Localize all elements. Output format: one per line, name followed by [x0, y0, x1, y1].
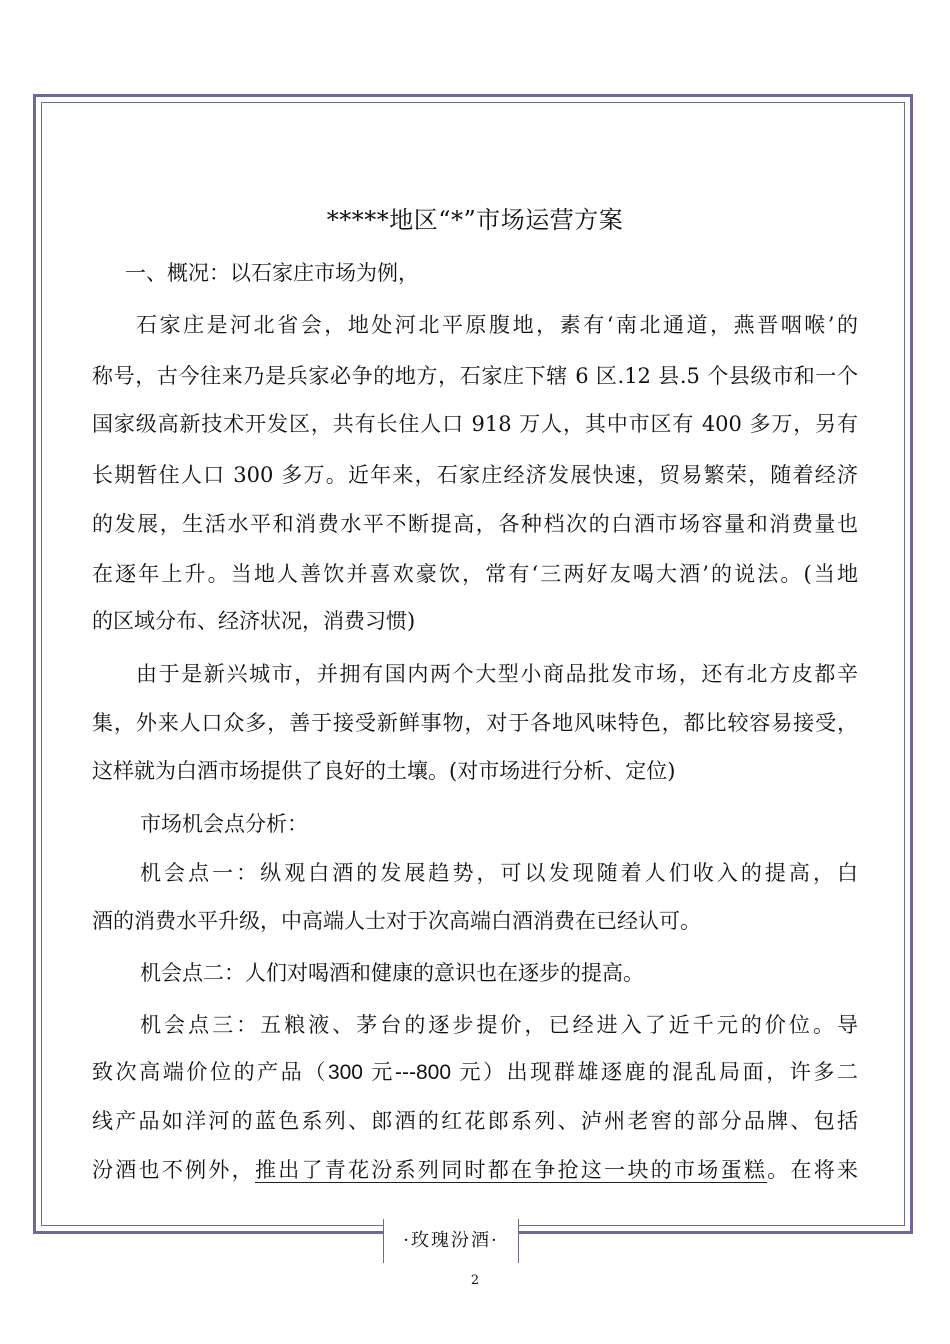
paragraph-line: 的区域分布、经济状况，消费习惯) [92, 609, 416, 633]
underlined-text: 推出了青花汾系列同时都在争抢这一块的市场蛋糕 [254, 1158, 768, 1182]
price-range: 300 元---800 元 [327, 1061, 484, 1084]
section-heading-overview: 一、概况：以石家庄市场为例， [125, 261, 419, 285]
subheading-market-opportunities: 市场机会点分析： [140, 812, 308, 836]
paragraph-line [92, 1155, 858, 1185]
paragraph-line: 的发展，生活水平和消费水平不断提高，各种档次的白酒市场容量和消费量也 [92, 512, 858, 536]
document-title: *****地区“*”市场运营方案 [326, 206, 624, 234]
paragraph-line: 由于是新兴城市，并拥有国内两个大型小商品批发市场，还有北方皮都辛 [136, 662, 858, 686]
paragraph-line: 机会点一：纵观白酒的发展趋势，可以发现随着人们收入的提高，白 [140, 861, 858, 885]
text-run: 汾酒也不例外， [92, 1158, 255, 1182]
paragraph-line: 石家庄是河北省会，地处河北平原腹地，素有‘南北通道，燕晋咽喉’的 [136, 313, 858, 337]
paragraph-line: 称号，古今往来乃是兵家必争的地方，石家庄下辖 6 区.12 县.5 个县级市和一个 [92, 364, 858, 388]
paragraph-line: 在逐年上升。当地人善饮并喜欢豪饮，常有‘三两好友喝大酒’的说法。(当地 [92, 562, 858, 586]
paragraph-line: 这样就为白酒市场提供了良好的土壤。(对市场进行分析、定位) [92, 759, 676, 783]
text-run: ）出现群雄逐鹿的混乱局面，许多二 [483, 1060, 858, 1084]
paragraph-line [92, 1057, 858, 1088]
text-run: 致次高端价位的产品（ [92, 1060, 328, 1084]
paragraph-line: 集，外来人口众多，善于接受新鲜事物，对于各地风味特色，都比较容易接受， [92, 711, 858, 735]
page-number: 2 [470, 1273, 480, 1288]
paragraph-line: 线产品如洋河的蓝色系列、郎酒的红花郎系列、泸州老窖的部分品牌、包括 [92, 1109, 858, 1133]
paragraph-line: 酒的消费水平升级，中高端人士对于次高端白酒消费在已经认可。 [92, 909, 701, 933]
footer-brand: ·玫瑰汾酒· [383, 1219, 519, 1263]
paragraph-line: 机会点三：五粮液、茅台的逐步提价，已经进入了近千元的价位。导 [140, 1013, 858, 1037]
paragraph-line: 机会点二：人们对喝酒和健康的意识也在逐步的提高。 [140, 961, 644, 985]
text-run: 。在将来 [767, 1158, 858, 1182]
paragraph-line: 国家级高新技术开发区，共有长住人口 918 万人，其中市区有 400 多万，另有 [92, 412, 858, 436]
paragraph-line: 长期暂住人口 300 多万。近年来，石家庄经济发展快速，贸易繁荣，随着经济 [92, 463, 858, 487]
